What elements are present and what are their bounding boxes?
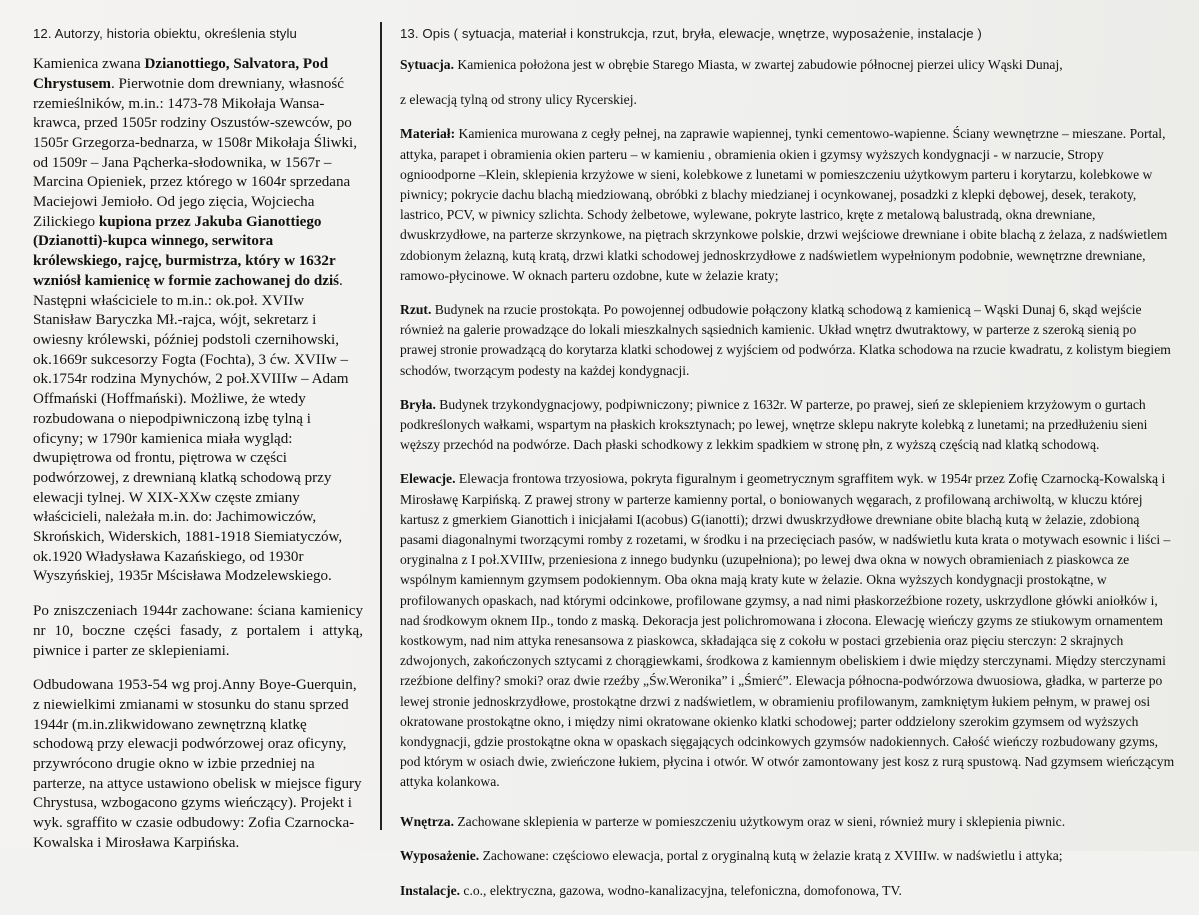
- right-column: [400, 25, 1175, 915]
- text-run: z elewacją tylną od strony ulicy Rycerskiej.: [400, 91, 637, 107]
- text-run: . Pierwotnie dom drewniany, własność rzemieślników, m.in.: 1473-78 Mikołaja Wansa-krawca, przed 1505r rodziny Oszustów-szewców, po 1505r Grzegorza-bednarza, w 1508r Mikołaja Śliwki, od 1509r – Jana Pącherka-słodownika, w 1567r – Marcina Opieniek, przez którego w 1604r sprzedana Maciejowi Jemioło. Od jego zięcia, Wojciecha Zilickiego: [33, 75, 357, 230]
- text-run: Elewacja frontowa trzyosiowa, pokryta figuralnym i geometrycznym sgraffitem wyk. w 1954r przez Zofię Czarnocką-Kowalską i Mirosławę Karpińską. Z prawej strony w parterze kamienny portal, o boniowanych węgarach, z profilowaną archiwoltą, w kluczu której kartusz z gmerkiem Gianottich i inicjałami I(acobus) G(ianotti); drzwi dwuskrzydłowe drewniane obite blachą kutą w żelazie, zdobioną pasami diagonalnymi tworzącymi romby z rozetami, w środku i na przecięciach pasów, w nadświetlu kuta krata o motywach esownic i liści – oryginalna z I poł.XVIIIw, przeniesiona z innego budynku (uzupełniona); po lewej dwa okna w nowych obramieniach z piaskowca ze wspólnym kamiennym gzymsem podokiennym. Oba okna mają kraty kute w żelazie. Okna wyższych kondygnacji prostokątne, w profilowanych opaskach, nad którymi odcinkowe, profilowane gzymsy, a nad nimi płaskorzeźbione rozety, uskrzydlone główki aniołków i, nad środkowym oknem IIp., tondo z maską. Dekoracja jest polichromowana i złocona. Elewację wieńczy gzyms ze stiukowym ornamentem kostkowym, nad nim attyka renesansowa z piaskowca, składająca się z cokołu w postaci grzebienia oraz pięciu sterczyn: 2 skrajnych zdwojonych, zakończonych sztycami z chorągiewkami, środkowa z kamiennym obeliskiem i dwie między sterczynami. Między sterczynami rzeźbione delfiny? smoki? oraz dwie rzeźby „Św.Weronika” i „Śmierć”. Elewacja północna-podwórzowa dwuosiowa, gładka, w parterze po lewej stronie jednoskrzydłowe, prostokątne drzwi z nadświetlem, w obramieniu profilowanym, zamkniętym łukiem pełnym, w prawej osi okratowane prostokątne okno, i między nimi okratowane okienko klatki schodowej; parter oddzielony szerokim gzymsem od wyższych kondygnacji, gdzie prostokątne okna w opaskach sięgających odcinkowych gzymsów nadokiennych. Całość wieńczy rozbudowany gzyms, pod którym w osiach dwie, zwieńczone łukiem, płycina i otwór. W otwór zamontowany jest kosz z rurą spustową. Nad gzymsem wieńczącym attyka kolankowa.: [400, 471, 1175, 790]
- text-run: Kamienica położona jest w obrębie Starego Miasta, w zwartej zabudowie północnej pierzei ulicy Wąski Dunaj,: [454, 57, 1063, 73]
- paragraph-elewacje: [400, 469, 1175, 792]
- paragraph-reconstruction: [33, 676, 363, 853]
- text-run: Kamienica zwana: [33, 56, 145, 73]
- paragraph-bryla: [400, 395, 1175, 456]
- run-in-heading: Elewacje.: [400, 471, 456, 487]
- emphasis-run: kupiona przez Jakuba Gianottiego (Dzianotti)-kupca winnego, serwitora królewskiego, rajcę, burmistrza, który w 1632r wzniósł kamienicę w formie zachowanej do dziś: [33, 213, 340, 289]
- run-in-heading: Bryła.: [400, 396, 436, 412]
- text-run: Po zniszczeniach 1944r zachowane: ściana kamienicy nr 10, boczne części fasady, z portalem i attyką, piwnice i parter ze sklepieniami.: [33, 603, 363, 659]
- paragraph-wyposazenie: [400, 846, 1175, 867]
- paragraph-material: [400, 124, 1175, 286]
- run-in-heading: Rzut.: [400, 301, 432, 317]
- run-in-heading: Sytuacja.: [400, 57, 454, 73]
- paragraph-postwar-damage: [33, 602, 363, 661]
- run-in-heading: Wnętrza.: [400, 813, 454, 829]
- text-run: . Następni właściciele to m.in.: ok.poł. XVIIw Stanisław Baryczka Mł.-rajca, wójt, sekretarz i owiesny królewski, później podstoli czernihowski, ok.1669r sukcesorzy Fogta (Fochta), 3 ćw. XVIIw – ok.1754r rodzina Mynychów, 2 poł.XVIIIw – Adam Offmański (Hoffmański). Możliwe, że wtedy rozbudowana o niepodpiwniczoną izbę tylną i oficyny; w 1790r kamienica miała wygląd: dwupiętrowa od frontu, piętrowa w części podwórzowej, z drewnianą klatką schodową przy elewacji tylnej. W XIX-XXw częste zmiany właścicieli, należała m.in. do: Jachimowiczów, Skrońskich, Widerskich, 1881-1918 Siemiatyczów, ok.1920 Władysława Kazańskiego, od 1930r Wyszyńskiej, 1935r Mścisława Modzelewskiego.: [33, 272, 349, 585]
- paragraph-sytuacja: [400, 55, 1175, 76]
- run-in-heading: Wyposażenie.: [400, 848, 480, 864]
- paragraph-rzut: [400, 300, 1175, 381]
- paragraph-history-main: [33, 55, 363, 587]
- text-run: Kamienica murowana z cegły pełnej, na zaprawie wapiennej, tynki cementowo-wapienne. Ściany wewnętrzne – mieszane. Portal, attyka, parapet i obramienia okien parteru – w kamieniu , obramienia okien i gzymsy wyższych kondygnacji - w narzucie, Stropy ognioodporne –Klein, sklepienia krzyżowe w sieni, kolebkowe z lunetami w pomieszczeniu użytkowym parteru i korytarzu, kolebkowe w piwnicy; pokrycie dachu blachą miedziowaną, obróbki z blachy miedzianej i ocynkowanej, posadzki z klepki dębowej, desek, terakoty, lastrico, PCV, w piwnicy szlichta. Schody żelbetowe, wylewane, pokryte lastrico, kręte z metalową balustradą, okna drewniane, dwuskrzydłowe, na parterze skrzynkowe, na piętrach skrzynkowe polskie, drzwi wejściowe drewniane i obite blachą z żelaza, z nadświetlem zdobionym żelazną, kutą kratą, drzwi klatki schodowej jednoskrzydłowe z nadświetlem wypełnionym podobnie, wewnętrzne drewniane, ramowo-płycinowe. W oknach parteru ozdobne, kute w żelazie kraty;: [400, 126, 1168, 283]
- section-13-header: 13. Opis ( sytuacja, materiał i konstrukcja, rzut, bryła, elewacje, wnętrze, wyposażenie, instalacje ): [400, 26, 982, 41]
- text-run: Zachowane: częściowo elewacja, portal z oryginalną kutą w żelazie kratą z XVIIIw. w nadświetlu i attyka;: [479, 848, 1063, 864]
- left-column: [33, 25, 363, 869]
- column-divider-rule: [380, 22, 382, 830]
- paragraph-wnetrza: [400, 812, 1175, 833]
- paragraph-sytuacja-cont: [400, 90, 1175, 111]
- text-run: Zachowane sklepienia w parterze w pomieszczeniu użytkowym oraz w sieni, również mury i sklepienia piwnic.: [453, 813, 1066, 829]
- text-run: c.o., elektryczna, gazowa, wodno-kanalizacyjna, telefoniczna, domofonowa, TV.: [460, 882, 902, 898]
- emphasis-run: Dzianottiego, Salvatora, Pod Chrystusem: [33, 56, 329, 92]
- run-in-heading: Instalacje.: [400, 882, 461, 898]
- paragraph-instalacje: [400, 881, 1175, 902]
- text-run: Odbudowana 1953-54 wg proj.Anny Boye-Guerquin, z niewielkimi zmianami w stosunku do stanu sprzed 1944r (m.in.zlikwidowano zewnętrzną klatkę schodową przy elewacji podwórzowej oraz oficyny, przywrócono drugie okno w izbie przedniej na parterze, na attyce ustawiono obelisk w miejsce figury Chrystusa, wzbogacono gzyms wieńczący). Projekt i wyk. sgraffito w czasie odbudowy: Zofia Czarnocka-Kowalska i Mirosława Karpińska.: [33, 677, 362, 851]
- run-in-heading: Materiał:: [400, 126, 456, 142]
- text-run: Budynek trzykondygnacjowy, podpiwniczony; piwnice z 1632r. W parterze, po prawej, sień ze sklepieniem krzyżowym o gurtach podkreślonych wałkami, wspartym na płaskich kroksztynach; po lewej, wnętrze sklepu nakryte kolebką z lunetami; na przedłużeniu sieni węższy przechód na podwórze. Dach płaski schodkowy z lekkim spadkiem w stronę płn, z wyższą częścią nad klatką schodową.: [400, 396, 1148, 453]
- section-12-header: 12. Autorzy, historia obiektu, określenia stylu: [33, 26, 297, 41]
- text-run: Budynek na rzucie prostokąta. Po powojennej odbudowie połączony klatką schodową z kamienicą – Wąski Dunaj 6, skąd wejście również na galerie prowadzące do lokali mieszkalnych sąsiednich kamienic. Układ wnętrz dwutraktowy, w parterze z szeroką sienią po prawej stronie prowadzącą do korytarza klatki schodowej z wyjściem od podwórza. Klatka schodowa na rzucie kwadratu, z kolistym biegiem schodów, tworzącym podesty na każdej kondygnacji.: [400, 301, 1171, 378]
